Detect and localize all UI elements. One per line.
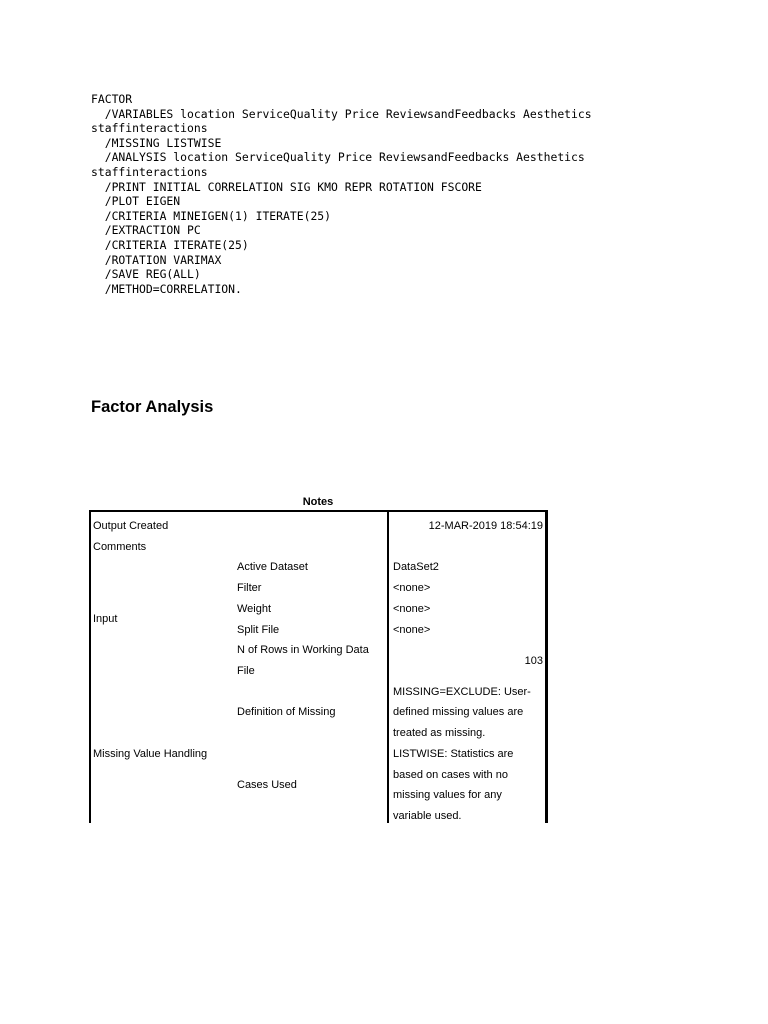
cases-used-label: Cases Used bbox=[237, 779, 297, 791]
syntax-line: /ANALYSIS location ServiceQuality Price ReviewsandFeedbacks Aesthetics bbox=[91, 150, 585, 165]
syntax-line: FACTOR bbox=[91, 92, 133, 106]
table-top-border bbox=[89, 510, 548, 512]
split-file-label: Split File bbox=[237, 624, 280, 636]
syntax-line: /SAVE REG(ALL) bbox=[91, 267, 201, 282]
filter-value: <none> bbox=[393, 582, 431, 594]
syntax-line: /METHOD=CORRELATION. bbox=[91, 281, 242, 296]
syntax-line: /PLOT EIGEN bbox=[91, 194, 181, 209]
definition-of-missing-line: defined missing values are bbox=[393, 706, 524, 718]
syntax-line: /ROTATION VARIMAX bbox=[91, 252, 222, 267]
output-created-label: Output Created bbox=[93, 520, 169, 532]
n-rows-label-line2: File bbox=[237, 665, 255, 677]
table-left-border bbox=[89, 510, 91, 823]
missing-value-handling-label: Missing Value Handling bbox=[93, 748, 208, 760]
split-file-value: <none> bbox=[393, 624, 431, 636]
weight-value: <none> bbox=[393, 603, 431, 615]
notes-caption: Notes bbox=[302, 496, 334, 508]
comments-label: Comments bbox=[93, 541, 147, 553]
input-label: Input bbox=[93, 613, 118, 625]
notes-table bbox=[89, 510, 548, 823]
cases-used-line: missing values for any bbox=[393, 789, 502, 801]
syntax-line: staffinteractions bbox=[91, 164, 208, 179]
active-dataset-value: DataSet2 bbox=[393, 561, 439, 573]
definition-of-missing-line: MISSING=EXCLUDE: User- bbox=[393, 686, 531, 698]
n-rows-value: 103 bbox=[524, 655, 543, 667]
syntax-line: /EXTRACTION PC bbox=[91, 223, 201, 238]
syntax-line: /PRINT INITIAL CORRELATION SIG KMO REPR ROTATION FSCORE bbox=[91, 179, 482, 194]
syntax-line: /MISSING LISTWISE bbox=[91, 135, 222, 150]
definition-of-missing-line: treated as missing. bbox=[393, 727, 486, 739]
output-created-value: 12-MAR-2019 18:54:19 bbox=[428, 520, 543, 532]
section-title: Factor Analysis bbox=[91, 398, 214, 416]
cases-used-line: LISTWISE: Statistics are bbox=[393, 748, 514, 760]
definition-of-missing-label: Definition of Missing bbox=[237, 706, 336, 718]
weight-label: Weight bbox=[237, 603, 272, 615]
syntax-line: staffinteractions bbox=[91, 121, 208, 136]
filter-label: Filter bbox=[237, 582, 262, 594]
n-rows-label-line1: N of Rows in Working Data bbox=[237, 644, 369, 656]
syntax-line: /VARIABLES location ServiceQuality Price ReviewsandFeedbacks Aesthetics bbox=[91, 106, 592, 121]
syntax-line: /CRITERIA ITERATE(25) bbox=[91, 237, 249, 252]
active-dataset-label: Active Dataset bbox=[237, 561, 308, 573]
cases-used-line: based on cases with no bbox=[393, 769, 508, 781]
cases-used-line: variable used. bbox=[393, 810, 462, 822]
syntax-block bbox=[91, 92, 592, 296]
syntax-line: /CRITERIA MINEIGEN(1) ITERATE(25) bbox=[91, 208, 332, 223]
table-right-border bbox=[545, 510, 548, 823]
